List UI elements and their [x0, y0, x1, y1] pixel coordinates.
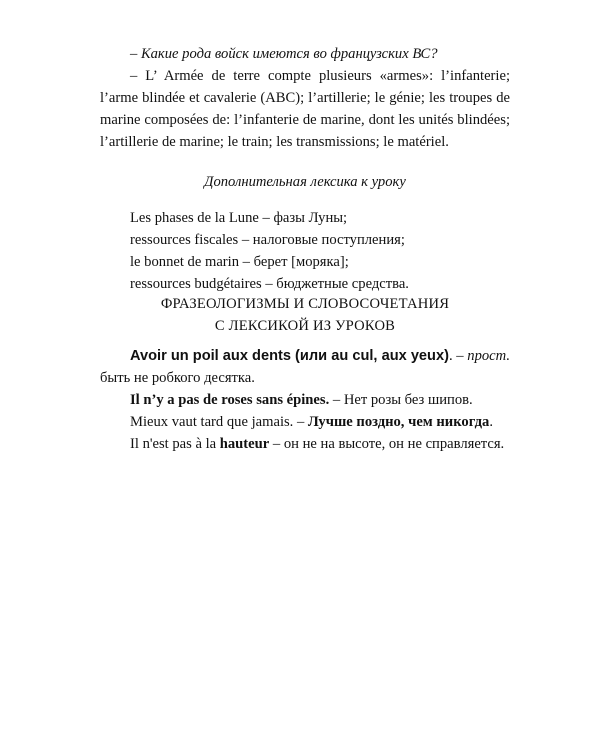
idiom-item-4 [100, 433, 510, 455]
question-line: – Какие рода войск имеются во французских ВС? [130, 46, 438, 62]
idiom-ru: быть не робкого десятка. [100, 370, 255, 386]
idiom-ru: Лучше поздно, чем никогда [307, 414, 490, 430]
idiom-fr: Mieux vaut tard que jamais. – [130, 414, 308, 430]
qa-section [100, 43, 510, 153]
vocab-item: ressources budgétaires – бюджетные средства. [130, 276, 409, 292]
idiom-sep: . – [448, 348, 468, 364]
idiom-end: . [489, 414, 493, 430]
idiom-post: – он не на высоте, он не справляется. [269, 436, 505, 452]
vocab-item: Les phases de la Lune – фазы Луны; [130, 210, 348, 226]
idiom-item-2 [100, 389, 510, 411]
idiom-item-1 [100, 345, 510, 389]
answer-paragraph: – L’ Armée de terre compte plusieurs «armes»: l’infanterie; l’arme blindée et cavalerie (ABC); l’artillerie; le génie; les troupes de marine composées de: l’infanterie de marine, dont les unités blindées; l’artillerie de marine; le train; les transmissions; le matériel. [100, 68, 510, 150]
idiom-fr: Avoir un poil aux dents (или au cul, aux yeux) [130, 348, 449, 364]
idioms-heading [100, 293, 510, 337]
idioms-heading-line2: С ЛЕКСИКОЙ ИЗ УРОКОВ [214, 318, 396, 334]
idiom-item-3 [100, 411, 510, 433]
vocab-title: Дополнительная лексика к уроку [204, 174, 406, 190]
idiom-note: прост. [467, 348, 510, 364]
vocab-item: ressources fiscales – налоговые поступления; [130, 232, 405, 248]
idioms-heading-line1: ФРАЗЕОЛОГИЗМЫ И СЛОВОСОЧЕТАНИЯ [160, 296, 450, 312]
vocab-item: le bonnet de marin – берет [моряка]; [130, 254, 349, 270]
idiom-pre: Il n'est pas à la [130, 436, 220, 452]
idiom-word: hauteur [219, 436, 270, 452]
idiom-fr: Il n’y a pas de roses sans épines. [130, 392, 330, 408]
idioms-list [100, 345, 510, 455]
idiom-ru: – Нет розы без шипов. [329, 392, 473, 408]
vocab-list [100, 207, 510, 295]
